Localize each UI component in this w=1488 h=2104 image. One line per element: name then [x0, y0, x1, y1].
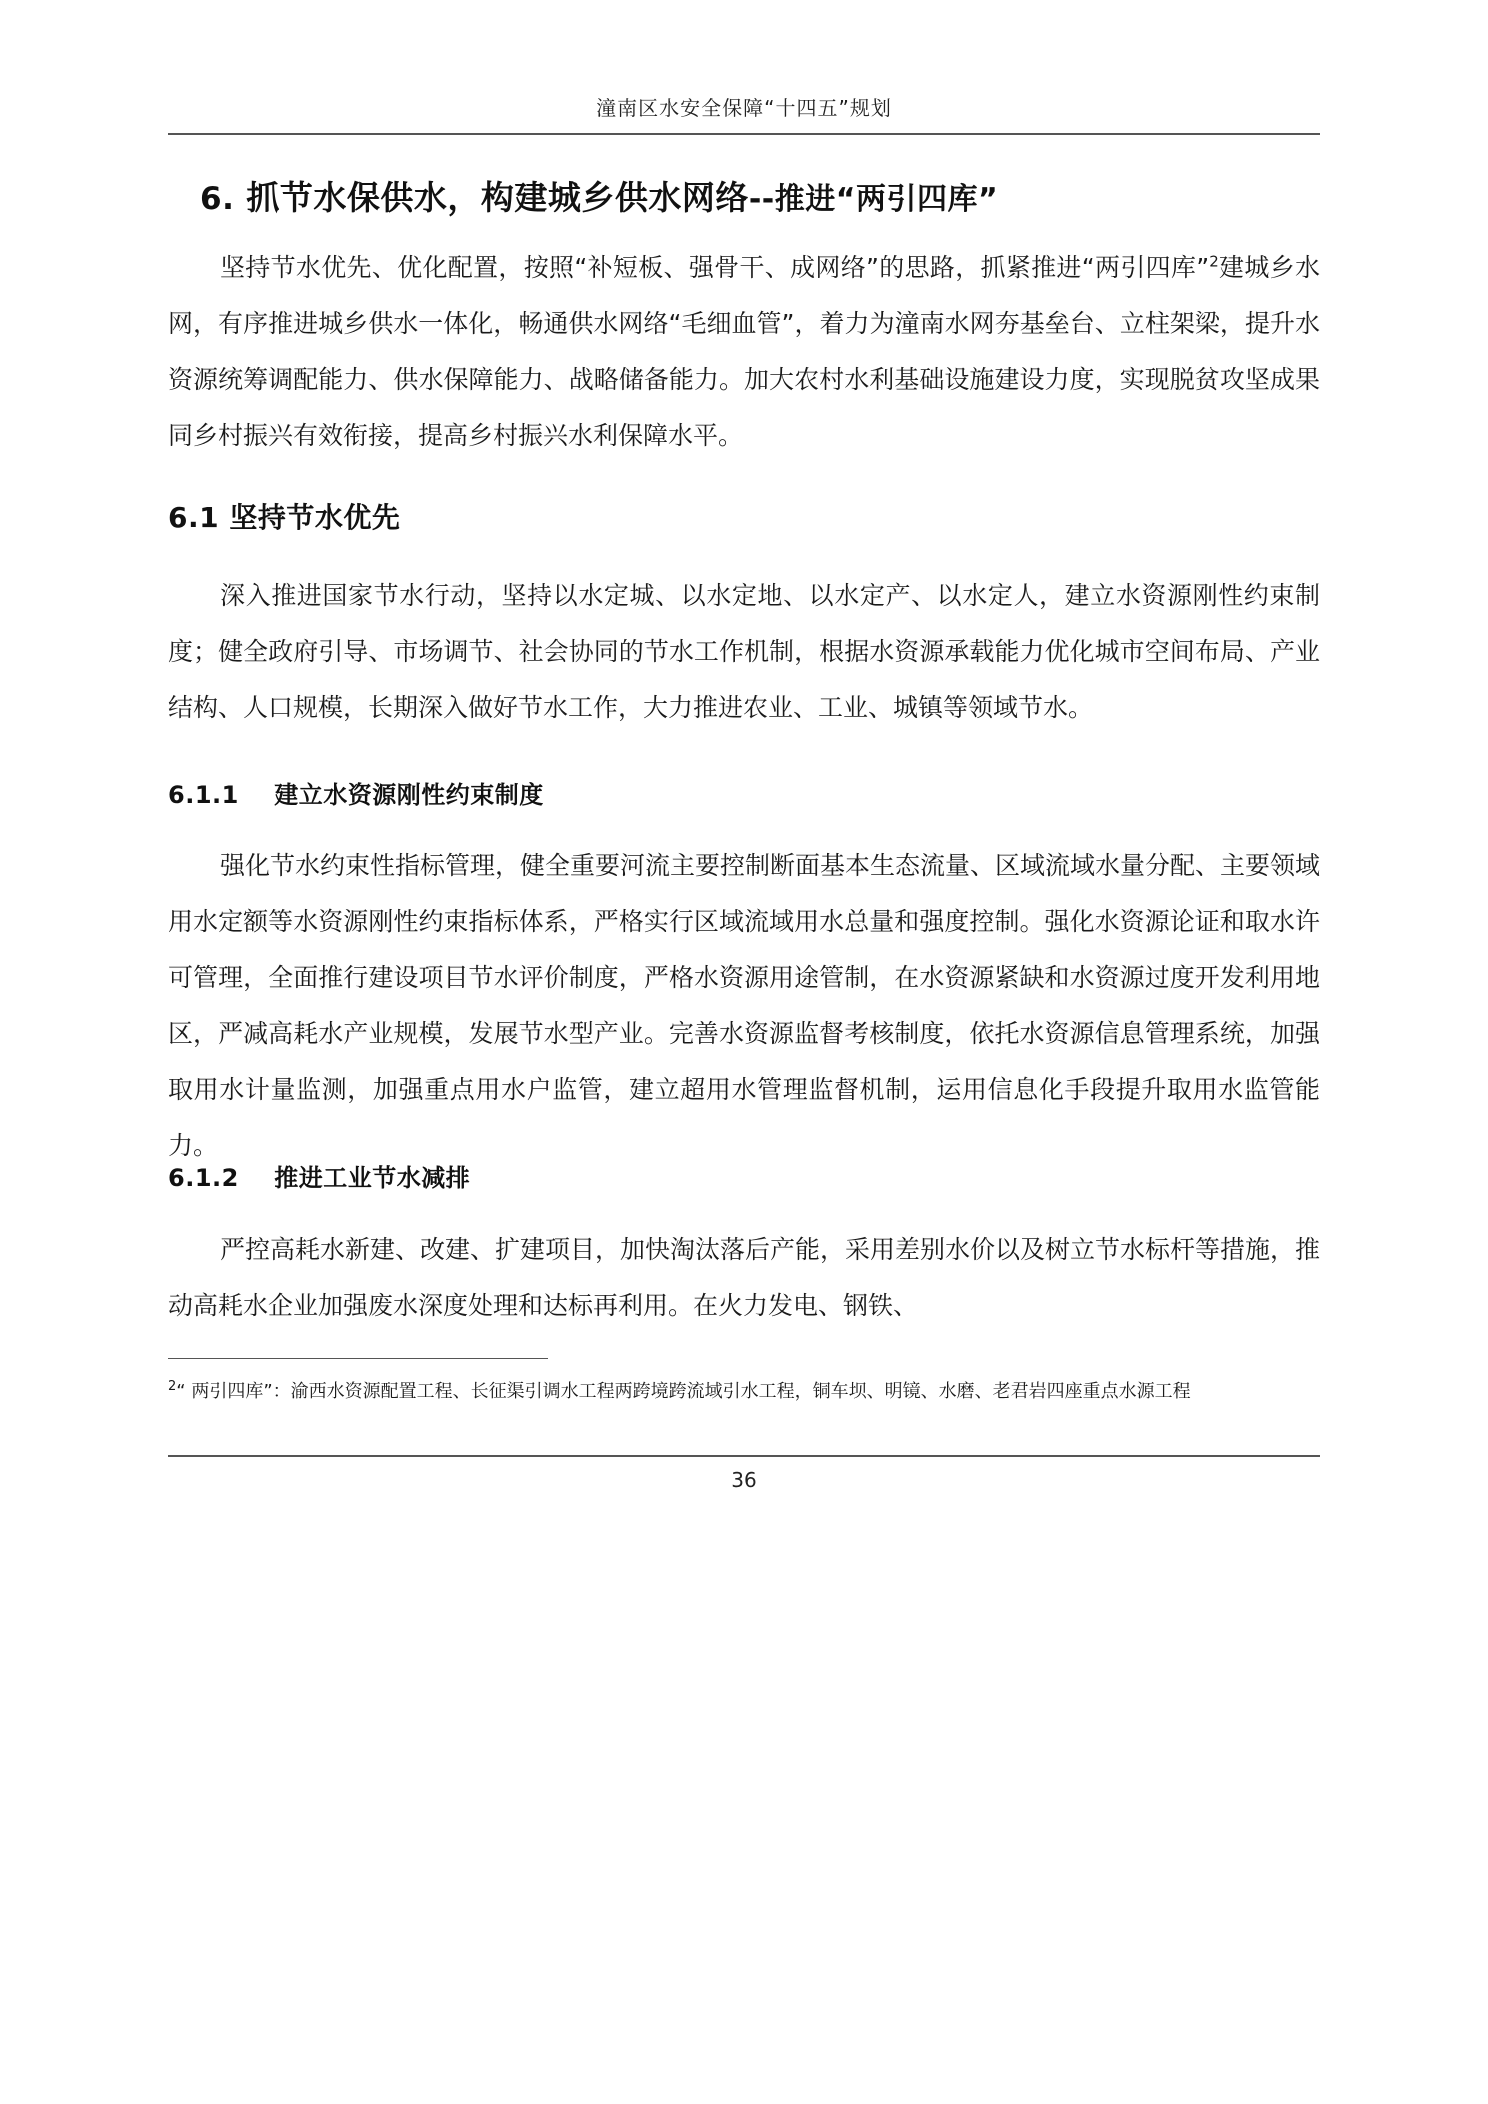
intro-text-a: 坚持节水优先、优化配置，按照“补短板、强骨干、成网络”的思路，抓紧推进“两引四库” — [220, 253, 1210, 282]
footer-divider — [168, 1455, 1320, 1457]
paragraph-4: 严控高耗水新建、改建、扩建项目，加快淘汰落后产能，采用差别水价以及树立节水标杆等措施，推动高耗水企业加强废水深度处理和达标再利用。在火力发电、钢铁、 — [168, 1235, 1321, 1320]
section-title-tail: --推进“两引四库” — [748, 182, 999, 217]
subsubsection-title-612: 推进工业节水减排 — [274, 1164, 471, 1192]
subsection-heading-61: 6.1 坚持节水优先 — [168, 501, 401, 534]
footnote-reference-2: 2 — [1209, 252, 1219, 271]
paragraph-3: 强化节水约束性指标管理，健全重要河流主要控制断面基本生态流量、区域流域水量分配、主要领域用水定额等水资源刚性约束指标体系，严格实行区域流域用水总量和强度控制。强化水资源论证和取水许可管理，全面推行建设项目节水评价制度，严格水资源用途管制，在水资源紧缺和水资源过度开发利用地区，严减高耗水产业规模，发展节水型产业。完善水资源监督考核制度，依托水资源信息管理系统，加强取用水计量监测，加强重点用水户监管，建立超用水管理监督机制，运用信息化手段提升取用水监管能力。 — [168, 851, 1321, 1160]
subsubsection-number-612: 6.1.2 — [168, 1164, 239, 1192]
subsection-heading-block-61 — [168, 496, 1320, 536]
footnote-text: “ 两引四库”：渝西水资源配置工程、长征渠引调水工程两跨境跨流域引水工程，铜车坝、明镜、水磨、老君岩四座重点水源工程 — [176, 1381, 1191, 1402]
subsubsection-heading-612 — [168, 1158, 1320, 1193]
subsubsection-number-611: 6.1.1 — [168, 781, 239, 809]
paragraph-block-2 — [168, 568, 1320, 736]
intro-paragraph-block — [168, 240, 1320, 464]
section-number: 6. — [200, 181, 235, 217]
subsubsection-title-611: 建立水资源刚性约束制度 — [274, 781, 544, 809]
subsubsection-heading-block-612 — [168, 1158, 1320, 1193]
paragraph-2: 深入推进国家节水行动，坚持以水定城、以水定地、以水定产、以水定人，建立水资源刚性约束制度；健全政府引导、市场调节、社会协同的节水工作机制，根据水资源承载能力优化城市空间布局、产业结构、人口规模，长期深入做好节水工作，大力推进农业、工业、城镇等领域节水。 — [168, 581, 1320, 722]
running-header — [168, 96, 1320, 120]
running-header-title: 潼南区水安全保障“十四五”规划 — [596, 96, 892, 120]
header-divider — [168, 133, 1320, 135]
paragraph-block-4 — [168, 1222, 1320, 1334]
footnote-divider — [168, 1358, 548, 1359]
subsubsection-heading-block-611 — [168, 775, 1320, 810]
section-title-main: 抓节水保供水，构建城乡供水网络 — [234, 178, 749, 217]
paragraph-block-3 — [168, 838, 1320, 1174]
page-number: 36 — [731, 1468, 757, 1492]
intro-text-b: 建城乡水网，有序推进城乡供水一体化，畅通供水网络“毛细血管”，着力为潼南水网夯基垒台、立柱架梁，提升水资源统筹调配能力、供水保障能力、战略储备能力。加大农村水利基础设施建设力度，实现脱贫攻坚成果同乡村振兴有效衔接，提高乡村振兴水利保障水平。 — [168, 253, 1320, 450]
footnote-mark: 2 — [168, 1379, 177, 1394]
footnote-2 — [168, 1374, 1328, 1410]
intro-paragraph — [168, 240, 1320, 464]
section-heading-6 — [200, 175, 1320, 221]
subsubsection-heading-611 — [168, 775, 1320, 810]
